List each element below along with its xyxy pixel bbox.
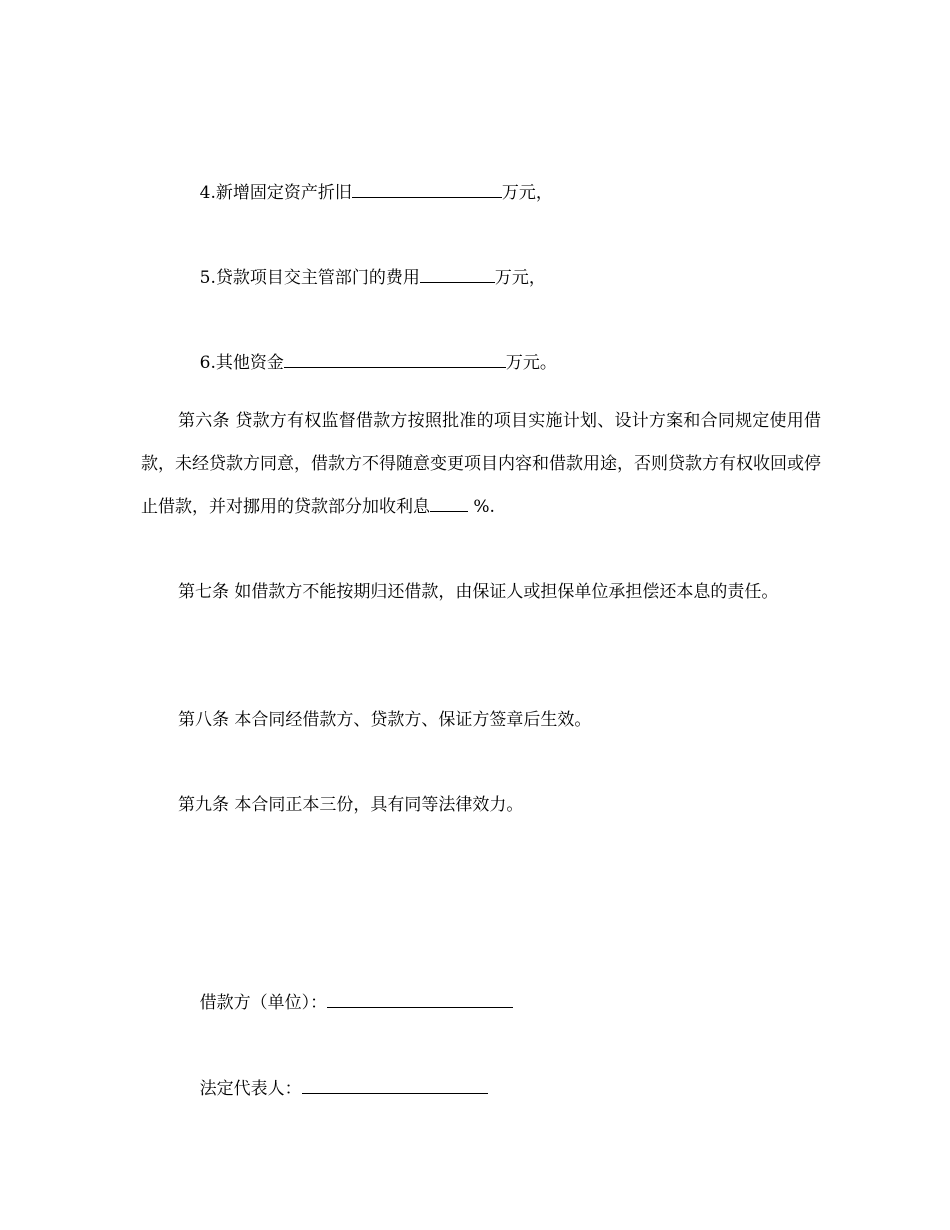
item-5-line [178, 241, 546, 314]
item-5-label: 5.贷款项目交主管部门的费用 [199, 268, 420, 288]
article-8-text: 第八条 本合同经借款方、贷款方、保证方签章后生效。 [178, 710, 592, 730]
item-4-suffix: 万元， [501, 183, 553, 203]
article-6-interest-blank [430, 494, 468, 512]
article-6-suffix: %. [468, 497, 495, 517]
item-6-line [178, 326, 557, 399]
article-8 [141, 699, 821, 742]
article-6-text: 第六条 贷款方有权监督借款方按照批准的项目实施计划、设计方案和合同规定使用借款，未经贷款方同意，借款方不得随意变更项目内容和借款用途，否则贷款方有权收回或停止借款，并对挪用的贷款部分加收利息 [141, 411, 821, 517]
article-6 [141, 400, 821, 529]
item-5-suffix: 万元， [494, 268, 546, 288]
article-9 [141, 784, 821, 827]
borrower-signature-blank [327, 990, 513, 1008]
item-6-blank [284, 350, 506, 368]
item-5-blank [420, 265, 495, 283]
borrower-label: 借款方（单位）： [199, 993, 328, 1013]
item-4-line [178, 156, 553, 229]
borrower-signature-line [178, 966, 513, 1039]
item-4-label: 4.新增固定资产折旧 [199, 183, 352, 203]
article-9-text: 第九条 本合同正本三份，具有同等法律效力。 [178, 795, 524, 815]
item-6-label: 6.其他资金 [199, 353, 284, 373]
legal-rep-signature-blank [302, 1076, 488, 1094]
legal-rep-label: 法定代表人： [199, 1079, 302, 1099]
legal-rep-signature-line [178, 1052, 488, 1125]
article-7 [141, 571, 821, 614]
item-4-blank [352, 180, 502, 198]
item-6-suffix: 万元。 [505, 353, 557, 373]
article-7-text: 第七条 如借款方不能按期归还借款，由保证人或担保单位承担偿还本息的责任。 [178, 582, 779, 602]
